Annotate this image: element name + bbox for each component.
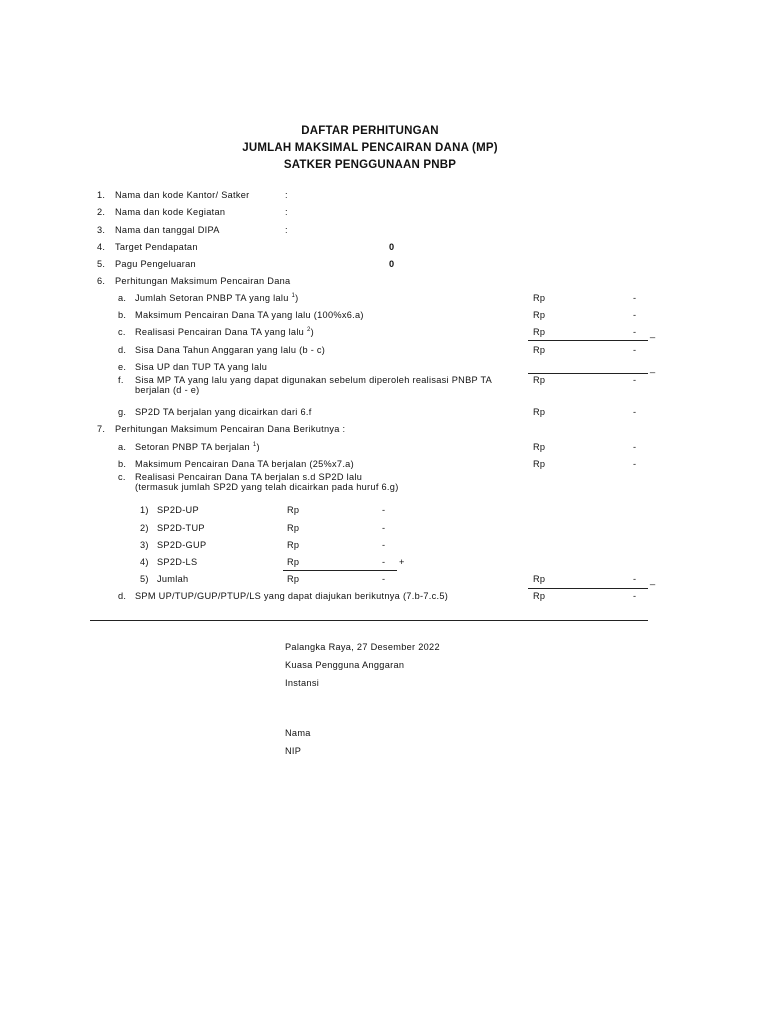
row-letter: b. [118,459,127,469]
amount-value: - [633,442,637,452]
currency-label: Rp [533,345,546,355]
item-colon: : [285,190,288,200]
item-number: 2. [97,207,106,217]
row-label: SPM UP/TUP/GUP/PTUP/LS yang dapat diajukan berikutnya (7.b-7.c.5) [135,591,449,601]
signatory-nip-label: NIP [285,746,302,756]
row-label-continued: berjalan (d - e) [135,385,200,395]
row-letter: c. [118,327,126,337]
sub-number: 4) [140,557,149,567]
row-label: Sisa Dana Tahun Anggaran yang lalu (b - c) [135,345,326,355]
subtotal-line [528,340,648,341]
subtract-mark: _ [650,328,656,338]
currency-label: Rp [533,407,546,417]
row-letter: g. [118,407,127,417]
row-label-continued: (termasuk jumlah SP2D yang telah dicairkan pada huruf 6.g) [135,482,399,492]
currency-label: Rp [533,591,546,601]
row-letter: c. [118,472,126,482]
row-letter: a. [118,293,127,303]
amount-value: - [382,540,386,550]
doc-subtitle: JUMLAH MAKSIMAL PENCAIRAN DANA (MP) [242,142,498,154]
section-divider [90,620,648,621]
amount-value: - [633,293,637,303]
item-value: 0 [389,242,395,252]
amount-value: - [382,557,386,567]
currency-label: Rp [533,574,546,584]
doc-title: DAFTAR PERHITUNGAN [301,125,439,137]
signatory-institution: Instansi [285,678,320,688]
currency-label: Rp [287,540,300,550]
doc-subtitle-2: SATKER PENGGUNAAN PNBP [283,159,457,171]
item-number: 6. [97,276,106,286]
row-label: Maksimum Pencairan Dana TA berjalan (25%x7.a) [135,459,354,469]
subtract-mark: _ [650,575,656,585]
row-label: Realisasi Pencairan Dana TA berjalan s.d SP2D lalu [135,472,363,482]
row-letter: b. [118,310,127,320]
row-letter: e. [118,362,127,372]
currency-label: Rp [533,293,546,303]
item-label: Nama dan kode Kegiatan [115,207,226,217]
currency-label: Rp [287,523,300,533]
row-letter: a. [118,442,127,452]
row-label: Sisa MP TA yang lalu yang dapat digunakan sebelum diperoleh realisasi PNBP TA [135,375,493,385]
add-mark: + [399,557,405,567]
currency-label: Rp [287,557,300,567]
item-label: Pagu Pengeluaran [115,259,196,269]
row-label: SP2D TA berjalan yang dicairkan dari 6.f [135,407,312,417]
row-letter: d. [118,345,127,355]
item-number: 4. [97,242,106,252]
sub-label: SP2D-GUP [157,540,207,550]
item-label: Target Pendapatan [115,242,198,252]
item-number: 1. [97,190,106,200]
row-letter: f. [118,375,124,385]
row-label: Setoran PNBP TA berjalan $^1$) [135,441,260,452]
sub-label: SP2D-UP [157,505,199,515]
sub-number: 2) [140,523,149,533]
subtotal-line [528,588,648,589]
item-label: Nama dan tanggal DIPA [115,225,220,235]
amount-value: - [382,505,386,515]
row-label: Sisa UP dan TUP TA yang lalu [135,362,268,372]
sub-number: 5) [140,574,149,584]
currency-label: Rp [533,375,546,385]
amount-value: - [382,523,386,533]
signatory-name-label: Nama [285,728,311,738]
currency-label: Rp [533,310,546,320]
item-label: Perhitungan Maksimum Pencairan Dana Berikutnya : [115,424,346,434]
currency-label: Rp [533,442,546,452]
item-label: Perhitungan Maksimum Pencairan Dana [115,276,291,286]
currency-label: Rp [287,505,300,515]
row-label: Realisasi Pencairan Dana TA yang lalu $^2$) [135,326,314,337]
currency-label: Rp [287,574,300,584]
subtotal-line [283,570,397,571]
item-value: 0 [389,259,395,269]
amount-value: - [633,310,637,320]
subtract-mark: _ [650,363,656,373]
sub-label: SP2D-LS [157,557,198,567]
row-letter: d. [118,591,127,601]
amount-value: - [633,345,637,355]
sub-label: SP2D-TUP [157,523,205,533]
amount-value: - [633,407,637,417]
row-label: Maksimum Pencairan Dana TA yang lalu (100%x6.a) [135,310,364,320]
item-number: 3. [97,225,106,235]
place-date: Palangka Raya, 27 Desember 2022 [285,642,440,652]
currency-label: Rp [533,327,546,337]
item-number: 5. [97,259,106,269]
row-label: Jumlah Setoran PNBP TA yang lalu $^1$) [135,292,299,303]
currency-label: Rp [533,459,546,469]
amount-value: - [633,375,637,385]
amount-value: - [633,459,637,469]
subtotal-line [528,373,648,374]
amount-value: - [382,574,386,584]
sub-number: 3) [140,540,149,550]
item-number: 7. [97,424,106,434]
amount-value: - [633,591,637,601]
sub-label: Jumlah [157,574,189,584]
item-colon: : [285,225,288,235]
item-label: Nama dan kode Kantor/ Satker [115,190,250,200]
item-colon: : [285,207,288,217]
signatory-role: Kuasa Pengguna Anggaran [285,660,405,670]
sub-number: 1) [140,505,149,515]
amount-value: - [633,574,637,584]
amount-value: - [633,327,637,337]
